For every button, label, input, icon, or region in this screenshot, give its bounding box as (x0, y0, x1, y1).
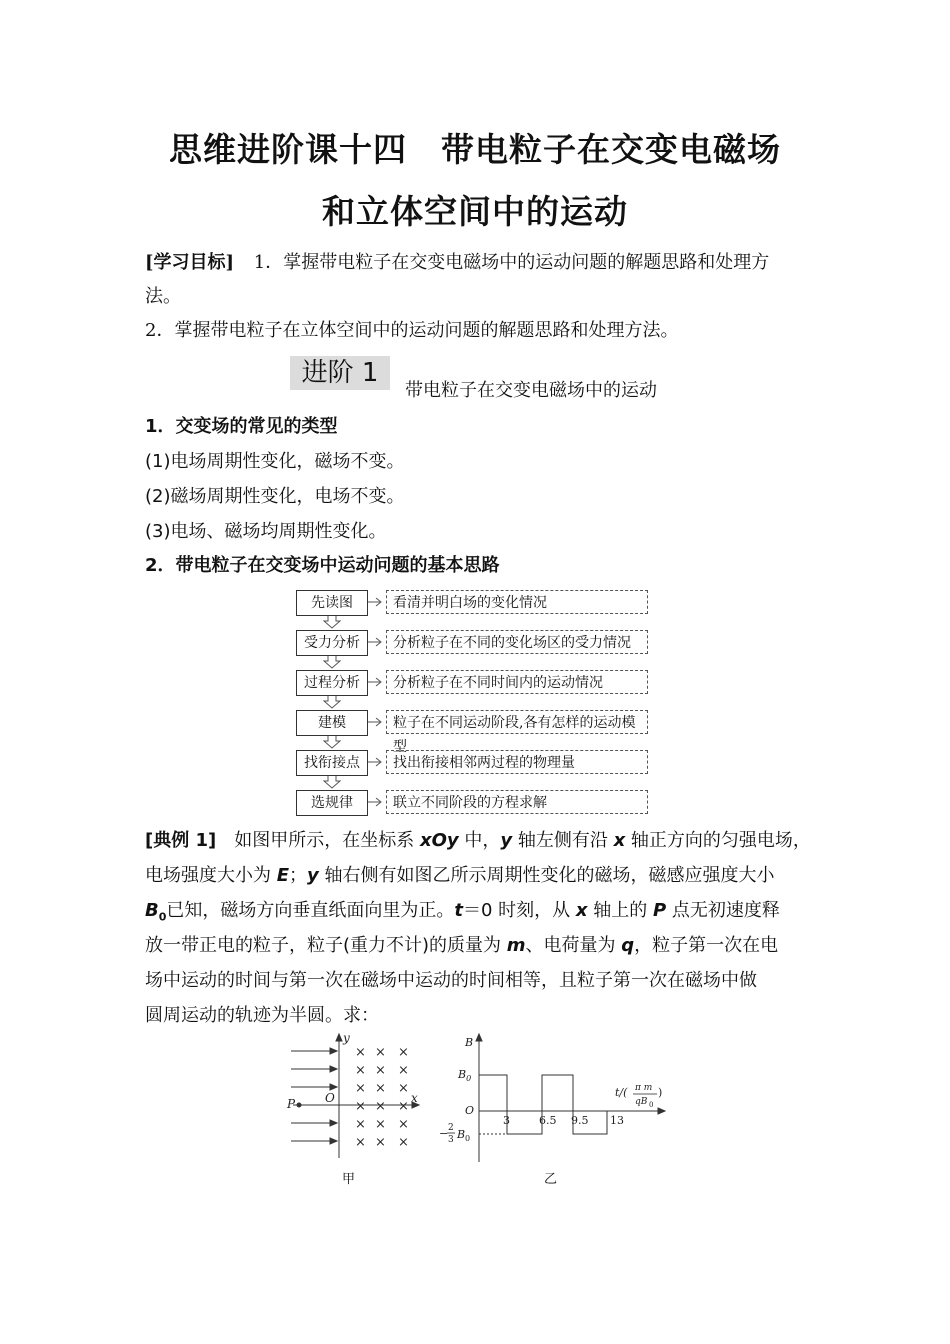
part1-item-1: (1)电场周期性变化，磁场不变。 (145, 451, 405, 472)
svg-text:×: × (375, 1081, 386, 1096)
flow-step-5: 找衔接点 (296, 750, 368, 776)
tick-6-5: 6.5 (539, 1114, 557, 1127)
part1-heading: 1．交变场的常见的类型 (145, 416, 338, 437)
svg-text:−: − (439, 1127, 449, 1140)
example-line-2: 电场强度大小为 E；y 轴右侧有如图乙所示周期性变化的磁场，磁感应强度大小 (145, 865, 775, 886)
flow-step-1: 先读图 (296, 590, 368, 616)
svg-text:×: × (398, 1135, 409, 1150)
y-axis-label: y (343, 1031, 350, 1045)
b-negative-1 (507, 1111, 542, 1134)
objective-item1b: 法。 (145, 286, 181, 307)
svg-text:×: × (375, 1117, 386, 1132)
neg-b-label (439, 1123, 470, 1145)
b-pulse-1 (479, 1075, 507, 1111)
flow-desc-4: 粒子在不同运动阶段,各有怎样的运动模型 (386, 710, 648, 734)
example-line-1: [典例 1] 如图甲所示，在坐标系 xOy 中，y 轴左侧有沿 x 轴正方向的匀强电场， (145, 830, 811, 851)
section-badge: 进阶 1 (290, 356, 390, 390)
svg-text:×: × (398, 1081, 409, 1096)
example-line-6: 圆周运动的轨迹为半圆。求： (145, 1005, 379, 1026)
svg-text:0: 0 (465, 1134, 471, 1143)
flow-desc-5: 找出衔接相邻两过程的物理量 (386, 750, 648, 774)
flow-desc-1: 看清并明白场的变化情况 (386, 590, 648, 614)
svg-text:0: 0 (649, 1101, 654, 1109)
svg-text:×: × (398, 1063, 409, 1078)
b-axis-arrow (476, 1034, 482, 1041)
part2-heading: 2．带电粒子在交变场中运动问题的基本思路 (145, 555, 500, 576)
svg-text:): ) (658, 1086, 663, 1099)
svg-text:3: 3 (448, 1135, 454, 1145)
point-p-label: P (287, 1097, 296, 1111)
x-axis-label: x (411, 1091, 418, 1105)
page-title-line2: 和立体空间中的运动 (322, 192, 628, 231)
origin-label: O (325, 1091, 335, 1105)
flow-desc-3: 分析粒子在不同时间内的运动情况 (386, 670, 648, 694)
svg-text:×: × (398, 1117, 409, 1132)
svg-text:2: 2 (448, 1123, 454, 1133)
svg-text:×: × (398, 1045, 409, 1060)
svg-text:B: B (457, 1128, 466, 1141)
b0-label: $B_0$ (458, 1068, 472, 1083)
svg-text:t/(: t/( (615, 1086, 628, 1099)
flow-desc-2: 分析粒子在不同的变化场区的受力情况 (386, 630, 648, 654)
example-line-4: 放一带正电的粒子，粒子(重力不计)的质量为 m、电荷量为 q，粒子第一次在电 (145, 935, 779, 956)
flow-step-2: 受力分析 (296, 630, 368, 656)
tick-13: 13 (610, 1114, 624, 1127)
objective-item2: 2．掌握带电粒子在立体空间中的运动问题的解题思路和处理方法。 (145, 320, 679, 341)
svg-text:×: × (355, 1099, 366, 1114)
part1-item-3: (3)电场、磁场均周期性变化。 (145, 521, 387, 542)
flow-step-3: 过程分析 (296, 670, 368, 696)
example-line-3: $B_0$已知，磁场方向垂直纸面向里为正。t＝0 时刻，从 x 轴上的 P 点无初速度释 (145, 900, 780, 924)
figure-jia (285, 1030, 435, 1165)
svg-text:×: × (398, 1099, 409, 1114)
flowchart-connectors (296, 588, 656, 814)
point-p-dot (297, 1103, 301, 1107)
caption-jia: 甲 (342, 1172, 356, 1187)
flow-right-arrows (368, 598, 381, 806)
caption-yi: 乙 (544, 1172, 558, 1187)
svg-text:×: × (355, 1045, 366, 1060)
magnetic-field-crosses (355, 1045, 409, 1150)
page-title-line1: 思维进阶课十四 带电粒子在交变电磁场 (169, 130, 781, 169)
section-title: 带电粒子在交变电磁场中的运动 (405, 380, 657, 401)
svg-text:×: × (375, 1135, 386, 1150)
b-axis-label: B (465, 1036, 474, 1049)
svg-text:×: × (355, 1081, 366, 1096)
b-pulse-2 (542, 1075, 573, 1111)
tick-9-5: 9.5 (571, 1114, 589, 1127)
objective-line1 (145, 248, 769, 274)
svg-text:×: × (355, 1063, 366, 1078)
svg-text:×: × (355, 1135, 366, 1150)
t-axis-unit-label (615, 1083, 662, 1109)
figure-yi (435, 1030, 675, 1165)
y-axis-arrow (336, 1034, 342, 1041)
part1-item-2: (2)磁场周期性变化，电场不变。 (145, 486, 405, 507)
origin-label-yi: O (465, 1104, 475, 1117)
flow-step-4: 建模 (296, 710, 368, 736)
tick-3: 3 (503, 1114, 510, 1127)
svg-text:qB: qB (635, 1097, 648, 1107)
example-line-5: 场中运动的时间与第一次在磁场中运动的时间相等，且粒子第一次在磁场中做 (145, 970, 757, 991)
example-label: [典例 1] (145, 830, 217, 851)
t-axis-arrow (658, 1108, 665, 1114)
svg-text:×: × (375, 1099, 386, 1114)
flow-desc-6: 联立不同阶段的方程求解 (386, 790, 648, 814)
objective-item1a: 1．掌握带电粒子在交变电磁场中的运动问题的解题思路和处理方 (253, 252, 770, 273)
svg-text:×: × (375, 1063, 386, 1078)
svg-text:π m: π m (635, 1083, 653, 1093)
svg-text:×: × (355, 1117, 366, 1132)
objectives-label: [学习目标] (145, 252, 235, 273)
flow-step-6: 选规律 (296, 790, 368, 816)
svg-text:×: × (375, 1045, 386, 1060)
